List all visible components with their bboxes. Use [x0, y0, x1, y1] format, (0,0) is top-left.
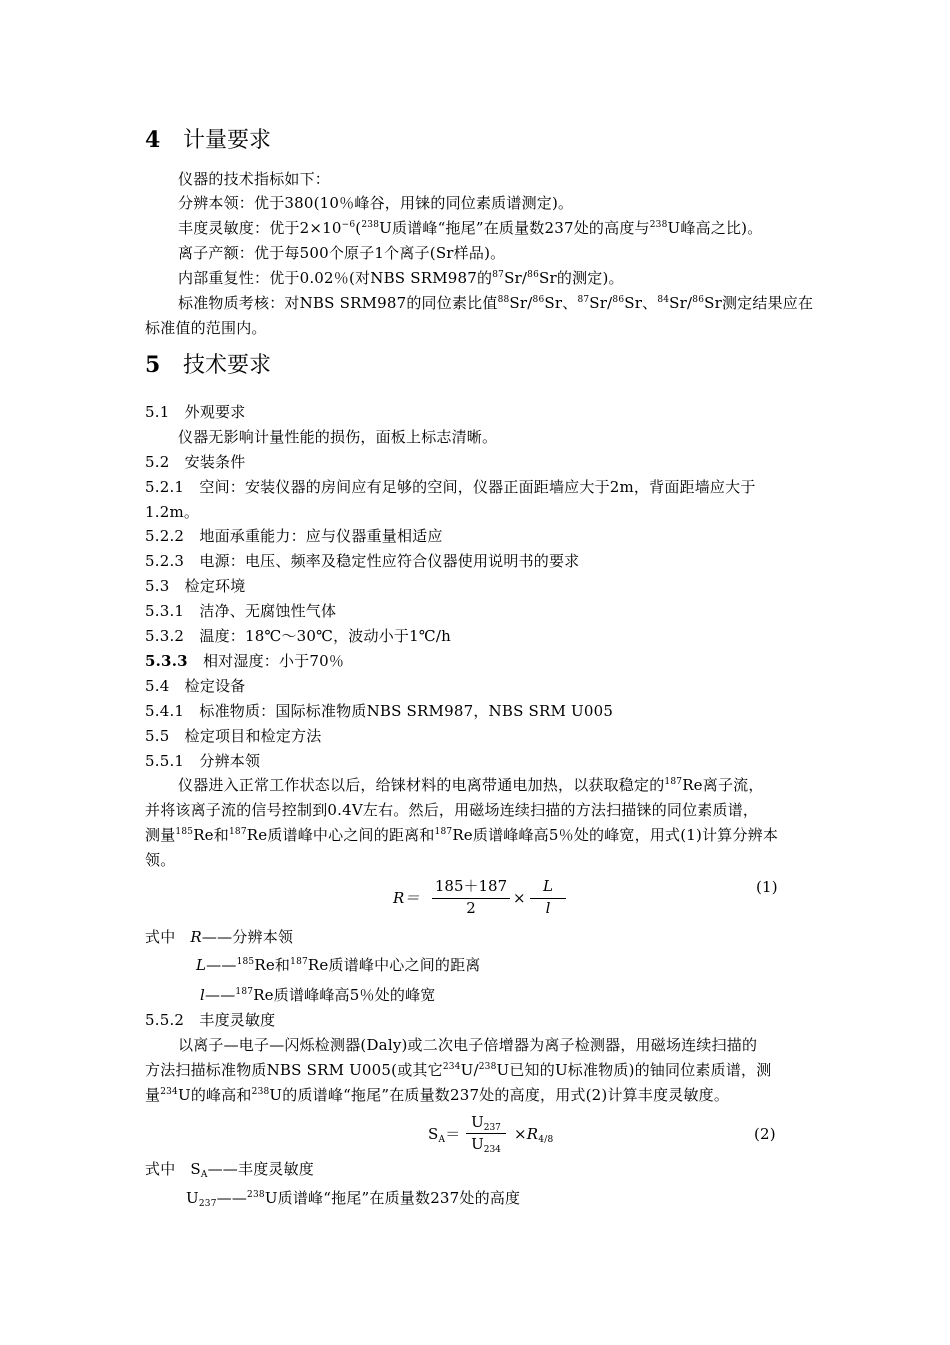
clause-5-1: 5.1 外观要求 [145, 403, 246, 421]
formula-2-fraction: $U_{237}$ $U_{234}$ [466, 1112, 506, 1156]
formula-1-fraction-b: L l [530, 876, 566, 920]
section-title: 技术要求 [183, 353, 272, 378]
paragraph-line: 方法扫描标准物质NBS SRM U005(或其它$^{234}$U/$^{238}$U已知的U标准物质)的铀同位素质谱，测 [145, 1061, 772, 1079]
formula-1-fraction-a: 185＋187 2 [432, 876, 510, 920]
clause-5-2-2: 5.2.2 地面承重能力：应与仪器重量相适应 [145, 527, 443, 545]
clause-5-5-2: 5.5.2 丰度灵敏度 [145, 1011, 276, 1029]
section-title: 计量要求 [183, 128, 272, 153]
paragraph-line: 量$^{234}$U的峰高和$^{238}$U的质谱峰“拖尾”在质量数237处的高度，用式(2)计算丰度灵敏度。 [145, 1086, 730, 1104]
where-clause-1-a: 式中 R——分辨本领 [145, 928, 294, 946]
spec-standard-check-cont: 标准值的范围内。 [145, 319, 267, 337]
formula-1-label: (1) [756, 878, 778, 896]
paragraph-line: 仪器进入正常工作状态以后，给铼材料的电离带通电加热，以获取稳定的$^{187}$Re离子流， [178, 776, 764, 794]
clause-5-1-text: 仪器无影响计量性能的损伤，面板上标志清晰。 [178, 428, 498, 446]
paragraph-line: 以离子—电子—闪烁检测器(Daly)或二次电子倍增器为离子检测器，用磁场连续扫描的 [178, 1036, 758, 1054]
spec-abundance-sensitivity: 丰度灵敏度：优于$2\times 10^{-6}(^{238}U$质谱峰“拖尾”在质量数237处的高度与$^{238}$U峰高之比)。 [178, 219, 763, 237]
clause-5-2-1: 5.2.1 空间：安装仪器的房间应有足够的空间，仪器正面距墙应大于2m，背面距墙应大于 [145, 478, 756, 496]
formula-2-times: $\times R_{4/8}$ [514, 1125, 554, 1145]
clause-5-3-2: 5.3.2 温度：18℃～30℃，波动小于1℃/h [145, 627, 451, 645]
sec4-intro: 仪器的技术指标如下： [178, 170, 331, 188]
section-5-heading [145, 351, 271, 380]
clause-5-2-1-cont: 1.2m。 [145, 503, 200, 521]
clause-5-5: 5.5 检定项目和检定方法 [145, 727, 322, 745]
paragraph-line: 测量$^{185}$Re和$^{187}$Re质谱峰中心之间的距离和$^{187}$Re质谱峰峰高5％处的峰宽，用式(1)计算分辨本 [145, 826, 779, 844]
clause-5-3-3: 5.3.3 相对湿度：小于70％ [145, 652, 345, 670]
clause-5-2-3: 5.2.3 电源：电压、频率及稳定性应符合仪器使用说明书的要求 [145, 552, 580, 570]
clause-5-3: 5.3 检定环境 [145, 577, 246, 595]
spec-resolution: 分辨本领：优于380(10％峰谷，用铼的同位素质谱测定)。 [178, 194, 574, 212]
spec-ion-yield: 离子产额：优于每500个原子1个离子(Sr样品)。 [178, 244, 506, 262]
where-clause-2-a: 式中 $S_A——$丰度灵敏度 [145, 1160, 314, 1180]
clause-5-4: 5.4 检定设备 [145, 677, 246, 695]
section-4-heading [145, 126, 271, 155]
formula-2-lhs: $S_A=$ [428, 1125, 461, 1145]
spec-standard-check: 标准物质考核：对NBS SRM987的同位素比值$^{88}$Sr/$^{86}$Sr、$^{87}$Sr/$^{86}$Sr、$^{84}$Sr/$^{86}$Sr测定结果应在 [178, 294, 814, 312]
formula-2-label: (2) [754, 1125, 776, 1143]
formula-1-lhs: R＝ [393, 889, 420, 907]
section-number: 4 [145, 127, 161, 153]
where-clause-1-b: L——$^{185}$Re和$^{187}$Re质谱峰中心之间的距离 [196, 956, 481, 974]
clause-5-2: 5.2 安装条件 [145, 453, 246, 471]
clause-5-5-1: 5.5.1 分辨本领 [145, 752, 261, 770]
paragraph-line: 并将该离子流的信号控制到0.4V左右。然后，用磁场连续扫描的方法扫描铼的同位素质谱， [145, 801, 759, 819]
spec-repeatability: 内部重复性：优于0.02％(对NBS SRM987的$^{87}$Sr/$^{86}$Sr的测定)。 [178, 269, 624, 287]
clause-5-3-1: 5.3.1 洁净、无腐蚀性气体 [145, 602, 337, 620]
formula-1-times: × [513, 889, 526, 907]
clause-5-4-1: 5.4.1 标准物质：国际标准物质NBS SRM987，NBS SRM U005 [145, 702, 614, 720]
paragraph-line: 领。 [145, 851, 176, 869]
section-number: 5 [145, 352, 161, 378]
where-clause-2-b: $U_{237}——^{238}U$质谱峰“拖尾”在质量数237处的高度 [186, 1189, 521, 1209]
where-clause-1-c: l——$^{187}$Re质谱峰峰高5％处的峰宽 [200, 986, 436, 1004]
